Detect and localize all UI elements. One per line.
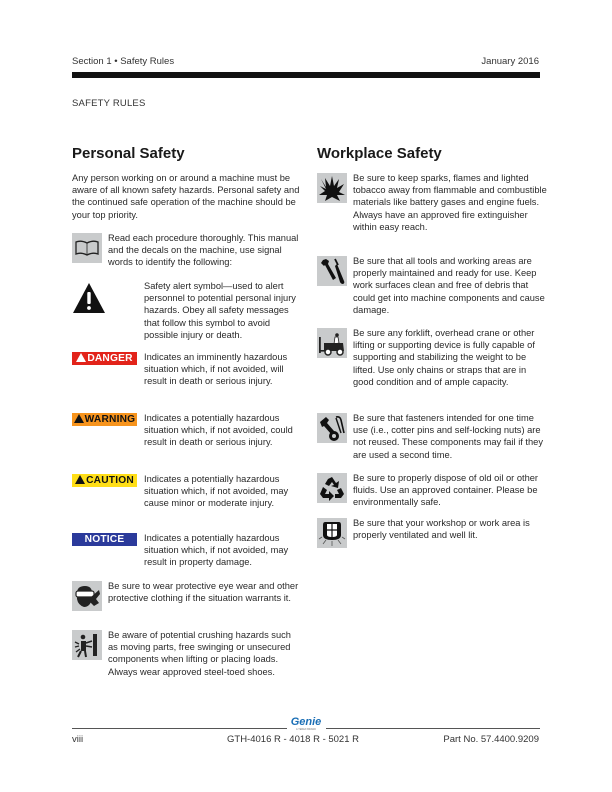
- personal-item-text: Indicates a potentially hazardous situation which, if not avoided, could result in death or serious injury.: [144, 413, 293, 448]
- forklift-icon: [317, 328, 347, 358]
- personal-item-text: Safety alert symbol—used to alert personnel to potential personal injury hazards. Obey all safety messages that follow this symbol to avoid possible injury or death.: [144, 281, 296, 340]
- workplace-item-text: Be sure that fasteners intended for one time use (i.e., cotter pins and self-locking nuts) are not reused. These components may fail if they are used a second time.: [353, 413, 544, 460]
- header-section: Section 1 • Safety Rules: [72, 56, 175, 67]
- workplace-item-text: Be sure that your workshop or work area is properly ventilated and well lit.: [353, 518, 530, 541]
- personal-item-text: Be aware of potential crushing hazards such as moving parts, free swinging or unsecured components when lifting or placing loads. Always wear approved steel-toed shoes.: [108, 630, 291, 677]
- caution-signal: CAUTION: [72, 474, 137, 487]
- part-number: Part No. 57.4400.9209: [443, 734, 539, 745]
- safety-alert-icon: [72, 282, 106, 314]
- footer-divider-right: [326, 728, 540, 729]
- notice-signal: NOTICE: [72, 533, 137, 546]
- page-number: viii: [72, 734, 84, 745]
- explosion-icon: [317, 173, 347, 203]
- work-light-icon: [317, 518, 347, 548]
- alert-triangle-icon: [75, 475, 85, 484]
- personal-item-text: Read each procedure thoroughly. This manual and the decals on the machine, use signal words to identify the following:: [108, 233, 299, 268]
- genie-logo: Genie A TEREX BRAND: [290, 716, 322, 731]
- workplace-safety-title: Workplace Safety: [317, 145, 442, 162]
- footer-divider-left: [72, 728, 287, 729]
- alert-triangle-icon: [76, 353, 86, 362]
- recycle-icon: [317, 473, 347, 503]
- personal-intro: Any person working on or around a machine must be aware of all known safety hazards. Personal safety and the continued safe operation of the machine should be your top priority.: [72, 173, 300, 220]
- protective-gear-icon: [72, 581, 102, 611]
- personal-item-text: Indicates a potentially hazardous situation which, if not avoided, may result in property damage.: [144, 533, 289, 568]
- header-date: January 2016: [481, 56, 539, 67]
- workplace-item-text: Be sure that all tools and working areas are properly maintained and ready for use. Keep work surfaces clean and free of debris that could get into machine components and cause damage.: [353, 256, 545, 315]
- personal-item-text: Be sure to wear protective eye wear and other protective clothing if the situation warrants it.: [108, 581, 299, 604]
- workplace-item-text: Be sure to properly dispose of old oil or other fluids. Use an approved container. Please be environmentally safe.: [353, 473, 539, 508]
- personal-item-text: Indicates an imminently hazardous situation which, if not avoided, will result in death or serious injury.: [144, 352, 288, 387]
- alert-triangle-icon: [74, 414, 84, 423]
- danger-signal: DANGER: [72, 352, 137, 365]
- personal-safety-title: Personal Safety: [72, 145, 185, 162]
- workplace-item-text: Be sure any forklift, overhead crane or other lifting or supporting device is fully capable of supporting and stabilizing the weight to be lifted. Use only chains or straps that are in good condition and of ample capacity.: [353, 328, 535, 387]
- personal-item-text: Indicates a potentially hazardous situation which, if not avoided, may cause minor or moderate injury.: [144, 474, 289, 509]
- warning-signal: WARNING: [72, 413, 137, 426]
- tools-icon: [317, 256, 347, 286]
- crush-hazard-icon: [72, 630, 102, 660]
- header-divider: [72, 72, 540, 78]
- workplace-item-text: Be sure to keep sparks, flames and lighted tobacco away from flammable and combustible materials like battery gases and engine fuels. Always have an approved fire extinguisher within easy reach.: [353, 173, 547, 232]
- fasteners-icon: [317, 413, 347, 443]
- book-icon: [72, 233, 102, 263]
- model-numbers: GTH-4016 R - 4018 R - 5021 R: [227, 734, 360, 745]
- section-label: SAFETY RULES: [72, 98, 146, 109]
